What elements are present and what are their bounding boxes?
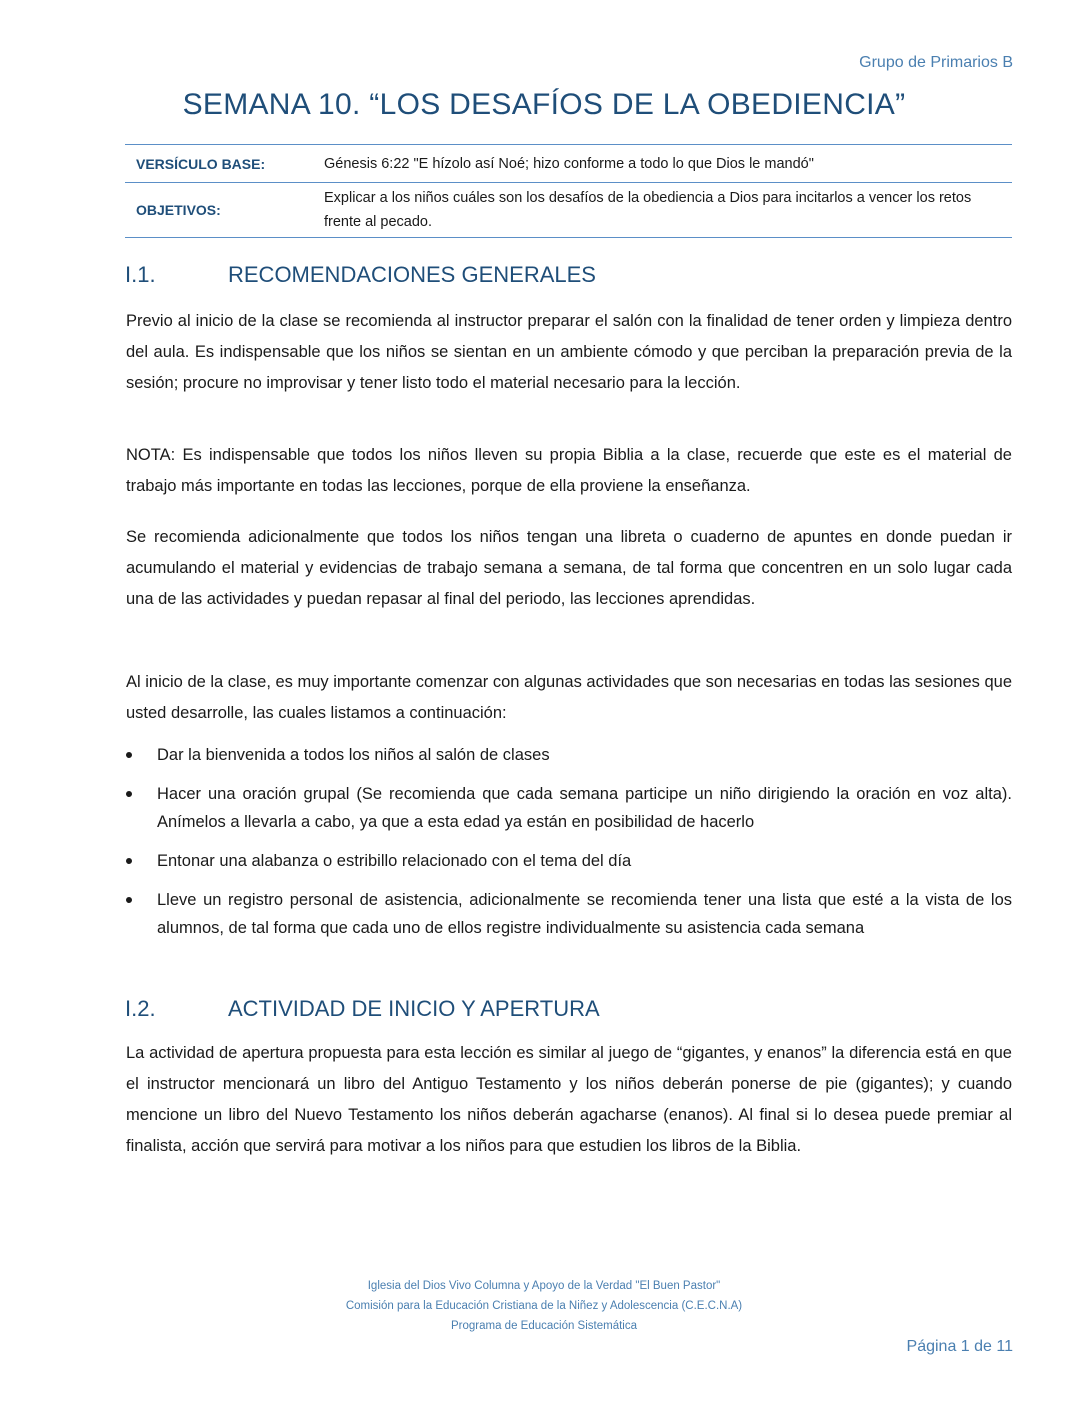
note-label: NOTA — [126, 446, 171, 464]
section-number-1: I.1. — [125, 262, 156, 287]
list-item — [126, 886, 1012, 942]
info-table — [125, 144, 1012, 238]
page-title: SEMANA 10. “LOS DESAFÍOS DE LA OBEDIENCIA” — [182, 88, 906, 121]
section-title-2: ACTIVIDAD DE INICIO Y APERTURA — [228, 996, 600, 1021]
paragraph-opening-activity: La actividad de apertura propuesta para esta lección es similar al juego de “gigantes, y enanos” la diferencia está en que el instructor mencionará un libro del Antiguo Testamento y los niños deberán ponerse de pie (gigantes); y cuando mencione un libro del Nuevo Testamento los niños deberán agacharse (enanos). Al final si lo desea puede premiar al finalista, acción que servirá para motivar a los niños para que estudien los libros de la Biblia. — [126, 1044, 1012, 1155]
list-item — [126, 847, 1012, 875]
objectives-row — [125, 183, 1012, 238]
list-item-text: Entonar una alabanza o estribillo relacionado con el tema del día — [157, 852, 632, 870]
footer-church: Iglesia del Dios Vivo Columna y Apoyo de la Verdad "El Buen Pastor" — [367, 1280, 721, 1292]
objectives-value: Explicar a los niños cuáles son los desafíos de la obediencia a Dios para incitarlos a vencer los retos frente al pecado. — [324, 190, 972, 230]
bullet-icon — [126, 791, 132, 797]
list-item — [126, 741, 1012, 769]
paragraph-notebook: Se recomienda adicionalmente que todos los niños tengan una libreta o cuaderno de apuntes en donde puedan ir acumulando el material y evidencias de trabajo semana a semana, de tal forma que concentren en un solo lugar cada una de las actividades y puedan repasar al final del periodo, las lecciones aprendidas. — [126, 528, 1012, 608]
section-heading-1 — [125, 262, 1012, 288]
activity-list — [126, 741, 1012, 953]
verse-label: VERSÍCULO BASE: — [136, 155, 266, 172]
list-item-text: Lleve un registro personal de asistencia, adicionalmente se recomienda tener una lista que esté a la vista de los alumnos, de tal forma que cada uno de ellos registre individualmente su asistencia cada semana — [157, 891, 1012, 937]
paragraph-activities-intro: Al inicio de la clase, es muy importante comenzar con algunas actividades que son necesarias en todas las sesiones que usted desarrolle, las cuales listamos a continuación: — [126, 673, 1013, 722]
bullet-icon — [126, 897, 132, 903]
footer-program: Programa de Educación Sistemática — [450, 1320, 637, 1332]
verse-row — [125, 145, 1012, 183]
bullet-icon — [126, 752, 132, 758]
verse-value: Génesis 6:22 "E hízolo así Noé; hizo conforme a todo lo que Dios le mandó" — [324, 155, 814, 172]
objectives-label: OBJETIVOS: — [136, 202, 221, 218]
page-footer — [0, 1276, 1088, 1336]
bullet-icon — [126, 858, 132, 864]
paragraph-note — [126, 440, 1012, 502]
paragraph-recommendations: Previo al inicio de la clase se recomienda al instructor preparar el salón con la finalidad de tener orden y limpieza dentro del aula. Es indispensable que los niños se sientan en un ambiente cómodo y que perciban la preparación previa de la sesión; procure no improvisar y tener listo todo el material necesario para la lección. — [126, 312, 1012, 392]
footer-commission: Comisión para la Educación Cristiana de la Niñez y Adolescencia (C.E.C.N.A) — [345, 1300, 743, 1312]
group-header: Grupo de Primarios B — [859, 54, 1013, 71]
list-item-text: Hacer una oración grupal (Se recomienda que cada semana participe un niño dirigiendo la oración en voz alta). Anímelos a llevarla a cabo, ya que a esta edad ya están en posibilidad de hacerlo — [157, 785, 1012, 831]
list-item — [126, 780, 1012, 836]
section-heading-2 — [125, 996, 1012, 1022]
page-number: Página 1 de 11 — [906, 1338, 1013, 1355]
list-item-text: Dar la bienvenida a todos los niños al salón de clases — [157, 746, 550, 764]
section-title-1: RECOMENDACIONES GENERALES — [228, 262, 596, 287]
note-text: : Es indispensable que todos los niños lleven su propia Biblia a la clase, recuerde que este es el material de trabajo más importante en todas las lecciones, porque de ella proviene la enseñanza. — [126, 446, 1012, 495]
section-number-2: I.2. — [125, 996, 156, 1021]
